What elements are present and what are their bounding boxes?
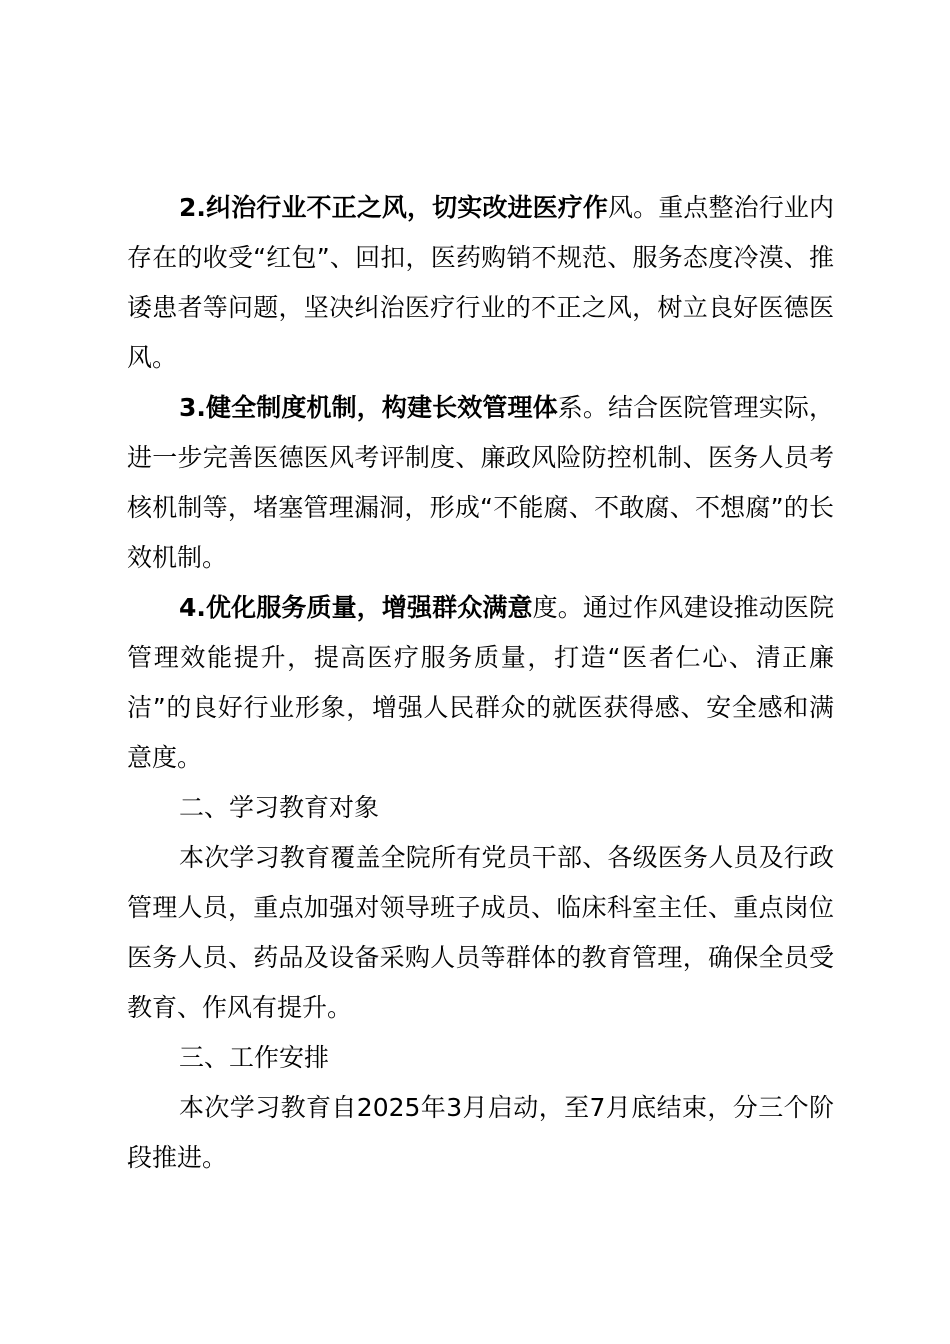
paragraph-body: 本次学习教育覆盖全院所有党员干部、各级医务人员及行政管理人员，重点加强对领导班子成员、临床科室主任、重点岗位医务人员、药品及设备采购人员等群体的教育管理，确保全员受教育、作风有提升。 — [127, 843, 834, 1022]
paragraph-body: 风。重点整治行业内存在的收受“红包”、回扣，医药购销不规范、服务态度冷漠、推诿患者等问题，坚决纠治医疗行业的不正之风，树立良好医德医风。 — [127, 193, 834, 372]
paragraph-institution-mechanism — [127, 383, 834, 583]
paragraph-lead: 2.纠治行业不正之风，切实改进医疗作 — [179, 193, 608, 222]
paragraph-lead: 4.优化服务质量，增强群众满意 — [179, 593, 533, 622]
paragraph-body: 本次学习教育自2025年3月启动，至7月底结束，分三个阶段推进。 — [127, 1093, 834, 1172]
heading-text: 二、学习教育对象 — [179, 793, 380, 822]
paragraph-rectify-misconduct — [127, 183, 834, 383]
section-heading-arrangement — [127, 1033, 834, 1083]
document-page — [127, 183, 834, 1183]
paragraph-targets — [127, 833, 834, 1033]
paragraph-service-quality — [127, 583, 834, 783]
section-heading-targets — [127, 783, 834, 833]
paragraph-body: 系。结合医院管理实际，进一步完善医德医风考评制度、廉政风险防控机制、医务人员考核机制等，堵塞管理漏洞，形成“不能腐、不敢腐、不想腐”的长效机制。 — [127, 393, 834, 572]
paragraph-body: 度。通过作风建设推动医院管理效能提升，提高医疗服务质量，打造“医者仁心、清正廉洁”的良好行业形象，增强人民群众的就医获得感、安全感和满意度。 — [127, 593, 834, 772]
heading-text: 三、工作安排 — [179, 1043, 330, 1072]
paragraph-lead: 3.健全制度机制，构建长效管理体 — [179, 393, 558, 422]
paragraph-arrangement — [127, 1083, 834, 1183]
